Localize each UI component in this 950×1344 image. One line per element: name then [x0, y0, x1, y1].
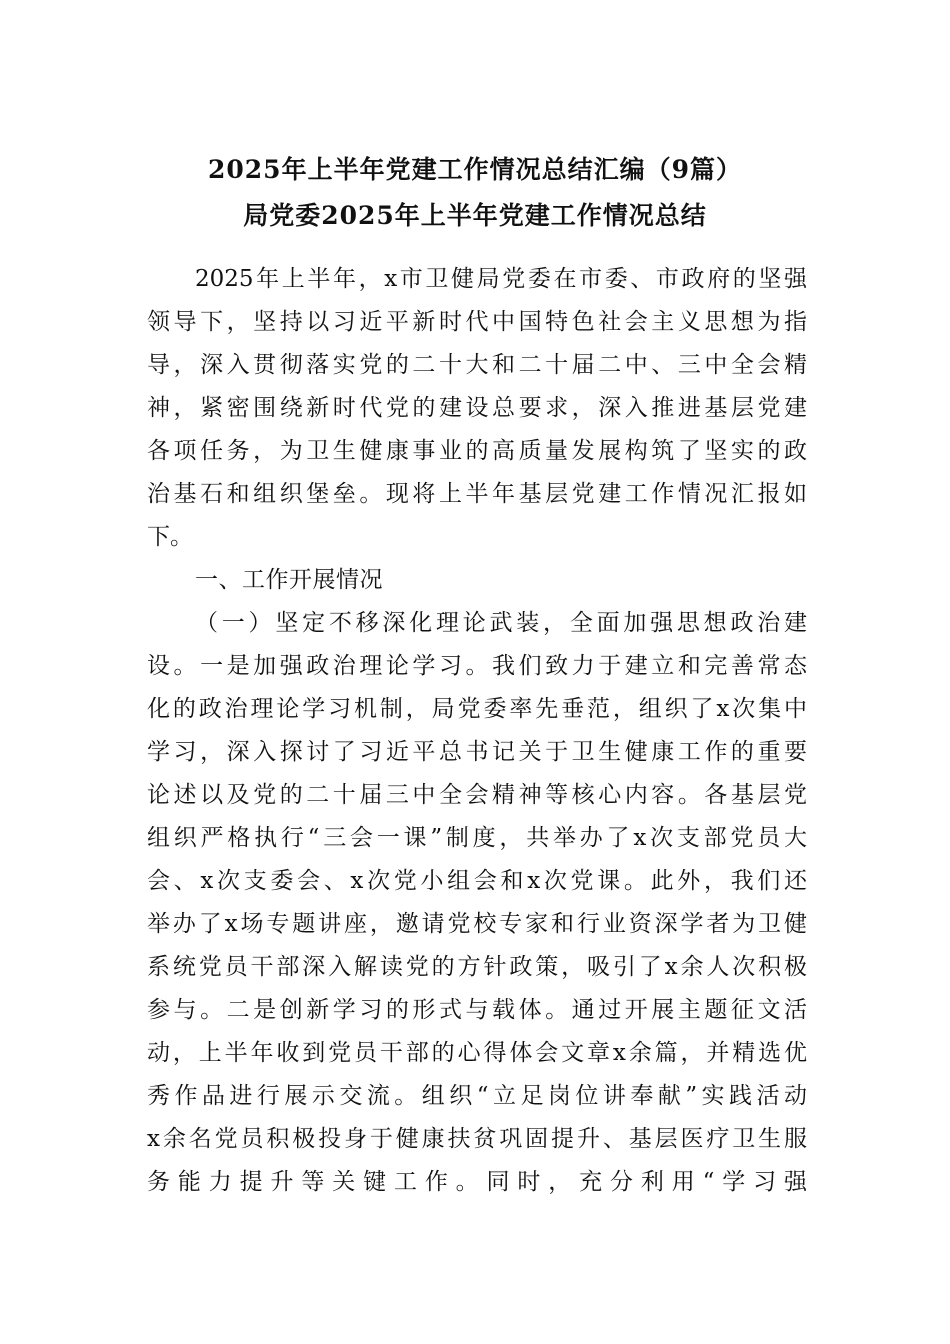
paragraph-line: 神，紧密围绕新时代党的建设总要求，深入推进基层党建	[147, 395, 807, 421]
paragraph-line: 各项任务，为卫生健康事业的高质量发展构筑了坚实的政	[147, 438, 807, 464]
document-title: 2025年上半年党建工作情况总结汇编（9篇）	[208, 155, 742, 184]
paragraph-line: 导，深入贯彻落实党的二十大和二十届二中、三中全会精	[147, 352, 807, 378]
paragraph-line: 领导下，坚持以习近平新时代中国特色社会主义思想为指	[147, 309, 807, 335]
paragraph-line: 论述以及党的二十届三中全会精神等核心内容。各基层党	[147, 782, 807, 808]
paragraph-line: 治基石和组织堡垒。现将上半年基层党建工作情况汇报如	[147, 481, 807, 507]
paragraph-line: 秀作品进行展示交流。组织“立足岗位讲奉献”实践活动	[147, 1083, 807, 1109]
document-body	[147, 258, 807, 1204]
paragraph-line: 2025年上半年，x市卫健局党委在市委、市政府的坚强	[195, 266, 807, 292]
paragraph-line: 务能力提升等关键工作。同时，充分利用“学习强	[147, 1169, 807, 1195]
paragraph-line: x余名党员积极投身于健康扶贫巩固提升、基层医疗卫生服	[147, 1126, 807, 1152]
paragraph-line: 下。	[147, 524, 193, 550]
paragraph-line: （一）坚定不移深化理论武装，全面加强思想政治建	[195, 610, 807, 636]
section-title: 局党委2025年上半年党建工作情况总结	[243, 201, 707, 230]
paragraph-line: 动，上半年收到党员干部的心得体会文章x余篇，并精选优	[147, 1040, 807, 1066]
paragraph-line: 系统党员干部深入解读党的方针政策，吸引了x余人次积极	[147, 954, 807, 980]
paragraph-line: 举办了x场专题讲座，邀请党校专家和行业资深学者为卫健	[147, 911, 807, 937]
paragraph-line: 组织严格执行“三会一课”制度，共举办了x次支部党员大	[147, 825, 807, 851]
paragraph-line: 会、x次支委会、x次党小组会和x次党课。此外，我们还	[147, 868, 807, 894]
paragraph-line: 设。一是加强政治理论学习。我们致力于建立和完善常态	[147, 653, 807, 679]
paragraph-line: 化的政治理论学习机制，局党委率先垂范，组织了x次集中	[147, 696, 807, 722]
paragraph-line: 参与。二是创新学习的形式与载体。通过开展主题征文活	[147, 997, 807, 1023]
section-heading: 一、工作开展情况	[195, 567, 383, 593]
paragraph-line: 学习，深入探讨了习近平总书记关于卫生健康工作的重要	[147, 739, 807, 765]
